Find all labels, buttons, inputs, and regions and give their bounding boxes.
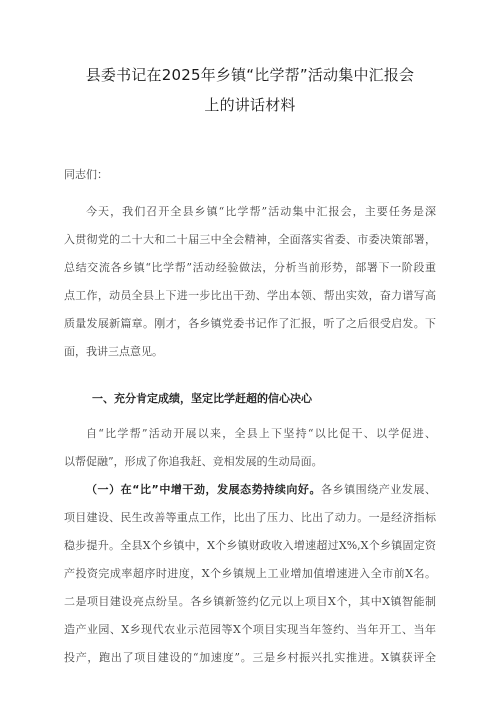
paragraph-line: 质量发展新篇章。刚才，各乡镇党委书记作了汇报，听了之后很受启发。下 <box>64 317 436 330</box>
section-1-intro-paragraph <box>64 420 436 476</box>
paragraph-text: 各乡镇围绕产业发展、 <box>321 483 436 496</box>
intro-paragraph <box>64 198 436 366</box>
paragraph-line: 今天，我们召开全县乡镇“比学帮”活动集中汇报会，主要任务是深 <box>86 205 436 218</box>
paragraph-line: 以帮促融”，形成了你追我赶、竞相发展的生动局面。 <box>64 455 323 468</box>
paragraph-line: 总结交流各乡镇“比学帮”活动经验做法，分析当前形势，部署下一阶段重 <box>64 261 436 274</box>
subsection-1-paragraph <box>64 476 436 672</box>
document-title-line-1: 县委书记在2025年乡镇“比学帮”活动集中汇报会 <box>85 66 415 84</box>
paragraph-line: 面，我讲三点意见。 <box>64 345 163 358</box>
paragraph-line: 点工作，动员全县上下进一步比出干劲、学出本领、帮出实效，奋力谱写高 <box>64 289 436 302</box>
paragraph-line: 造产业园、X乡现代农业示范园等X个项目实现当年签约、当年开工、当年 <box>64 623 436 636</box>
subsection-heading-1: （一）在“比”中增干劲，发展态势持续向好。 <box>86 483 322 496</box>
paragraph-line: 投产，跑出了项目建设的“加速度”。三是乡村振兴扎实推进。X镇获评全 <box>64 651 436 664</box>
paragraph-line: 项目建设、民生改善等重点工作，比出了压力、比出了动力。一是经济指标 <box>64 511 436 524</box>
section-heading-1: 一、充分肯定成绩，坚定比学赶超的信心决心 <box>92 392 312 405</box>
paragraph-line: 稳步提升。全县X个乡镇中，X个乡镇财政收入增速超过X%,X个乡镇固定资 <box>64 539 436 552</box>
paragraph-line: 自“比学帮”活动开展以来，全县上下坚持“以比促干、以学促进、 <box>86 427 436 440</box>
document-title-line-2: 上的讲话材料 <box>204 96 296 114</box>
paragraph-line: 产投资完成率超序时进度，X个乡镇规上工业增加值增速进入全市前X名。 <box>64 567 436 580</box>
paragraph-line <box>64 476 436 504</box>
paragraph-line: 二是项目建设亮点纷呈。各乡镇新签约亿元以上项目X个，其中X镇智能制 <box>64 595 436 608</box>
salutation: 同志们： <box>64 168 108 181</box>
paragraph-line: 入贯彻党的二十大和二十届三中全会精神，全面落实省委、市委决策部署， <box>64 233 436 246</box>
